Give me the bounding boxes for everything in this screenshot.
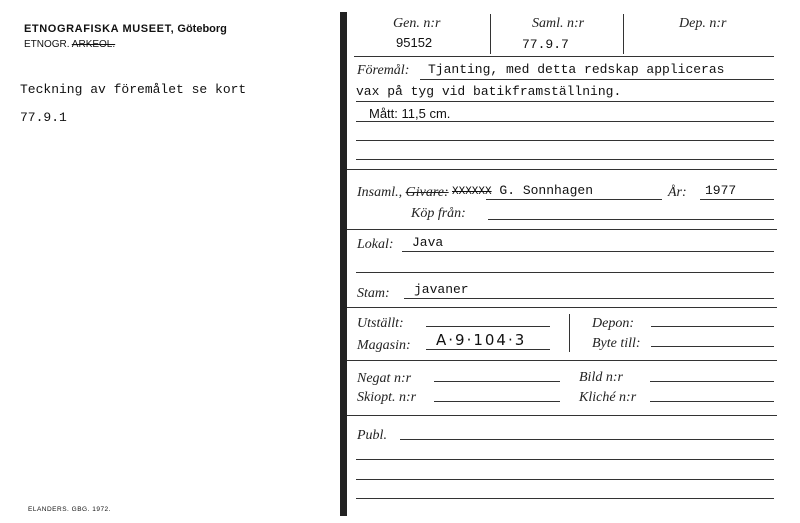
exhibited-label: Utställt: [357, 316, 404, 331]
saml-number-value: 77.9.7 [522, 37, 569, 52]
slide-number-line [434, 401, 560, 402]
purchase-from-line [488, 219, 774, 220]
header-divider-2 [623, 14, 624, 54]
storage-line [426, 349, 550, 350]
locality-label: Lokal: [357, 237, 394, 252]
object-line-5 [356, 159, 774, 160]
locality-line-2 [356, 272, 774, 273]
locality-line-1 [402, 251, 774, 252]
dep-number-label: Dep. n:r [679, 16, 727, 31]
tribe-line [404, 298, 774, 299]
section-separator-2 [347, 229, 777, 230]
negative-number-line [434, 381, 560, 382]
section-separator-4 [347, 360, 777, 361]
museum-city: Göteborg [177, 23, 227, 35]
collector-value [452, 183, 593, 198]
object-measure: Mått: 11,5 cm. [369, 106, 451, 121]
department-prefix: ETNOGR. [24, 39, 70, 50]
object-label: Föremål: [357, 63, 410, 78]
gen-number-value: 95152 [396, 35, 433, 50]
purchase-from-label: Köp från: [411, 206, 466, 221]
cliche-number-line [650, 401, 774, 402]
object-line-1 [420, 79, 774, 80]
object-description-2: vax på tyg vid batikframställning. [356, 84, 622, 99]
donor-label-struck: Givare: [405, 185, 449, 200]
section-separator-3 [347, 307, 777, 308]
year-line [700, 199, 774, 200]
section-separator-5 [347, 415, 777, 416]
header-bottom-line [354, 56, 774, 57]
object-line-2 [356, 101, 774, 102]
picture-number-label: Bild n:r [579, 370, 623, 385]
publication-line-3 [356, 479, 774, 480]
storage-value: A·9·104·3 [436, 331, 527, 349]
locality-value: Java [412, 235, 444, 250]
drawing-note-card-ref: 77.9.1 [20, 110, 67, 125]
collector-line [486, 199, 662, 200]
year-value: 1977 [705, 183, 737, 198]
museum-header [24, 23, 227, 35]
collector-label [357, 185, 449, 201]
header-divider-1 [490, 14, 491, 54]
object-line-3 [356, 121, 774, 122]
tribe-value: javaner [414, 282, 469, 297]
object-description-1: Tjanting, med detta redskap appliceras [428, 62, 725, 77]
negative-number-label: Negat n:r [357, 371, 412, 386]
collector-struck-typing: XXXXXX [452, 186, 492, 198]
museum-name: ETNOGRAFISKA MUSEET, [24, 23, 175, 35]
publication-line-4 [356, 498, 774, 499]
collector-name: G. Sonnhagen [499, 183, 594, 198]
publication-label: Publ. [357, 428, 387, 443]
year-label: År: [668, 185, 687, 200]
exhibited-line [426, 326, 550, 327]
slide-number-label: Skiopt. n:r [357, 390, 417, 405]
printer-imprint: ELANDERS. GBG. 1972. [28, 506, 111, 513]
publication-line-1 [400, 439, 774, 440]
deposit-label: Depon: [592, 316, 634, 331]
department-struck: ARKEOL. [71, 39, 116, 50]
deposit-line [651, 326, 774, 327]
cliche-number-label: Kliché n:r [579, 390, 637, 405]
exchange-line [651, 346, 774, 347]
picture-number-line [650, 381, 774, 382]
drawing-note: Teckning av föremålet se kort [20, 82, 247, 97]
department-line [24, 39, 115, 50]
card-divider-bar [340, 12, 347, 516]
saml-number-label: Saml. n:r [532, 16, 585, 31]
section-separator-1 [347, 169, 777, 170]
collector-label-text: Insaml., [357, 185, 403, 200]
tribe-label: Stam: [357, 286, 390, 301]
exchange-label: Byte till: [592, 336, 641, 351]
storage-divider [569, 314, 570, 352]
object-line-4 [356, 140, 774, 141]
storage-label: Magasin: [357, 338, 411, 353]
gen-number-label: Gen. n:r [393, 16, 441, 31]
publication-line-2 [356, 459, 774, 460]
